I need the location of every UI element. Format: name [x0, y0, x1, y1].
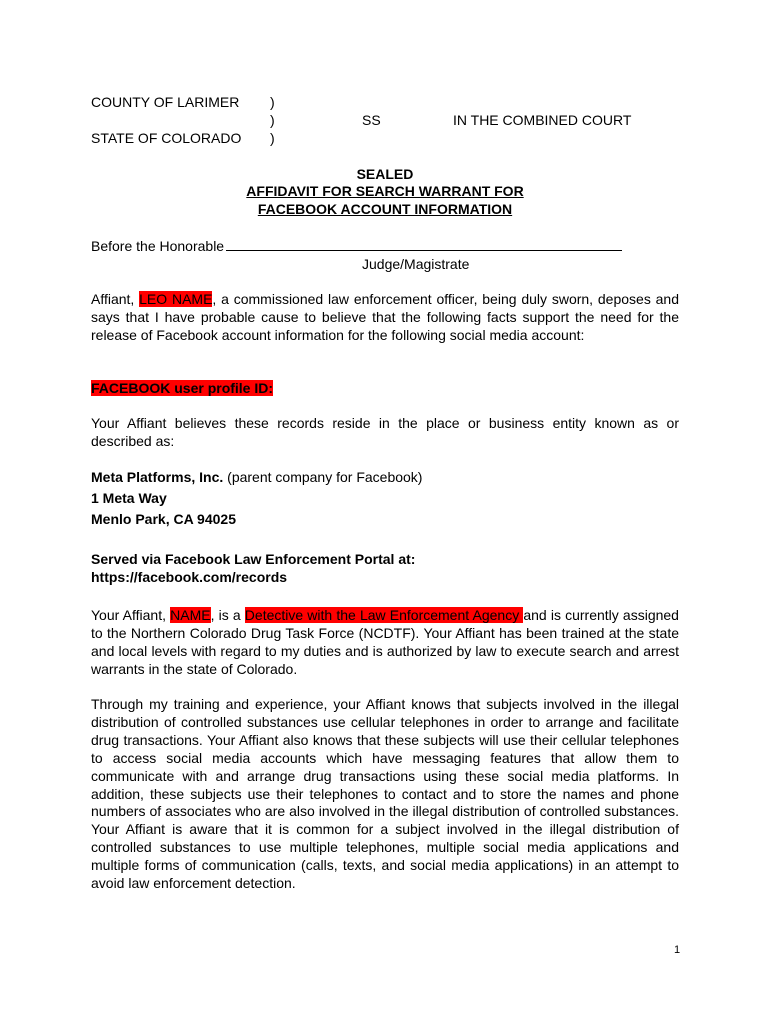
- honorable-line: [91, 237, 622, 255]
- affiant-title-placeholder: Detective with the Law Enforcement Agency: [244, 607, 524, 623]
- state-label: STATE OF COLORADO: [91, 130, 242, 146]
- entity-name: Meta Platforms, Inc.: [91, 469, 224, 485]
- para3-prefix: Your Affiant,: [91, 607, 171, 623]
- affiant-intro-paragraph: [91, 291, 679, 345]
- para1-body: , a commissioned law enforcement officer, being duly sworn, deposes and says that I have probable cause to believe that the following facts support the need for the release of Facebook account information for the following social media account:: [91, 291, 679, 343]
- records-location-paragraph: Your Affiant believes these records reside in the place or business entity known as or described as:: [91, 415, 679, 449]
- judge-role-label: Judge/Magistrate: [362, 256, 470, 272]
- entity-address-line1: 1 Meta Way: [91, 490, 167, 506]
- para3-body: and is currently assigned to the Northern Colorado Drug Task Force (NCDTF). Your Affiant has been trained at the state and local levels with regard to my duties and is authorized by law to execute search and arrest warrants in the state of Colorado.: [91, 607, 679, 677]
- profile-id-label: [91, 380, 273, 397]
- caption-paren-2: ): [270, 112, 275, 128]
- honorable-label: Before the Honorable: [91, 238, 225, 254]
- ss-label: SS: [362, 112, 381, 128]
- judge-signature-line: [226, 237, 622, 251]
- affiant-background-paragraph: [91, 607, 679, 679]
- para3-mid: , is a: [210, 607, 245, 623]
- county-label: COUNTY OF LARIMER: [91, 94, 240, 110]
- affidavit-title-line2: FACEBOOK ACCOUNT INFORMATION: [257, 201, 513, 217]
- entity-note: (parent company for Facebook): [223, 469, 423, 485]
- affiant-name-placeholder: NAME: [170, 607, 211, 623]
- para1-prefix: Affiant,: [91, 291, 140, 307]
- training-experience-paragraph: Through my training and experience, your Affiant knows that subjects involved in the illegal distribution of controlled substances use cellular telephones in order to arrange and facilitate drug transactions. Your Affiant also knows that these subjects will use their cellular telephones to access social media accounts which have messaging features that allow them to communicate with and arrange drug transactions using these social media platforms. In addition, these subjects use their telephones to contact and to store the names and phone numbers of associates who are also involved in the illegal distribution of controlled substances. Your Affiant is aware that it is common for a subject involved in the illegal distribution of controlled substances to use multiple telephones, multiple social media applications and multiple forms of communication (calls, texts, and social media applications) in an attempt to avoid law enforcement detection.: [91, 696, 679, 892]
- caption-paren-1: ): [270, 94, 275, 110]
- profile-id-placeholder: FACEBOOK user profile ID:: [91, 380, 274, 396]
- sealed-heading: SEALED: [356, 166, 414, 182]
- caption-paren-3: ): [270, 130, 275, 146]
- affidavit-title-line1: AFFIDAVIT FOR SEARCH WARRANT FOR: [246, 183, 524, 199]
- leo-name-placeholder: LEO NAME: [139, 291, 213, 307]
- entity-address-line2: Menlo Park, CA 94025: [91, 511, 236, 527]
- court-label: IN THE COMBINED COURT: [453, 112, 632, 128]
- served-via-label: Served via Facebook Law Enforcement Portal at:: [91, 551, 416, 567]
- entity-name-line: [91, 469, 422, 486]
- page-number: 1: [674, 944, 681, 956]
- records-portal-url: https://facebook.com/records: [91, 569, 288, 585]
